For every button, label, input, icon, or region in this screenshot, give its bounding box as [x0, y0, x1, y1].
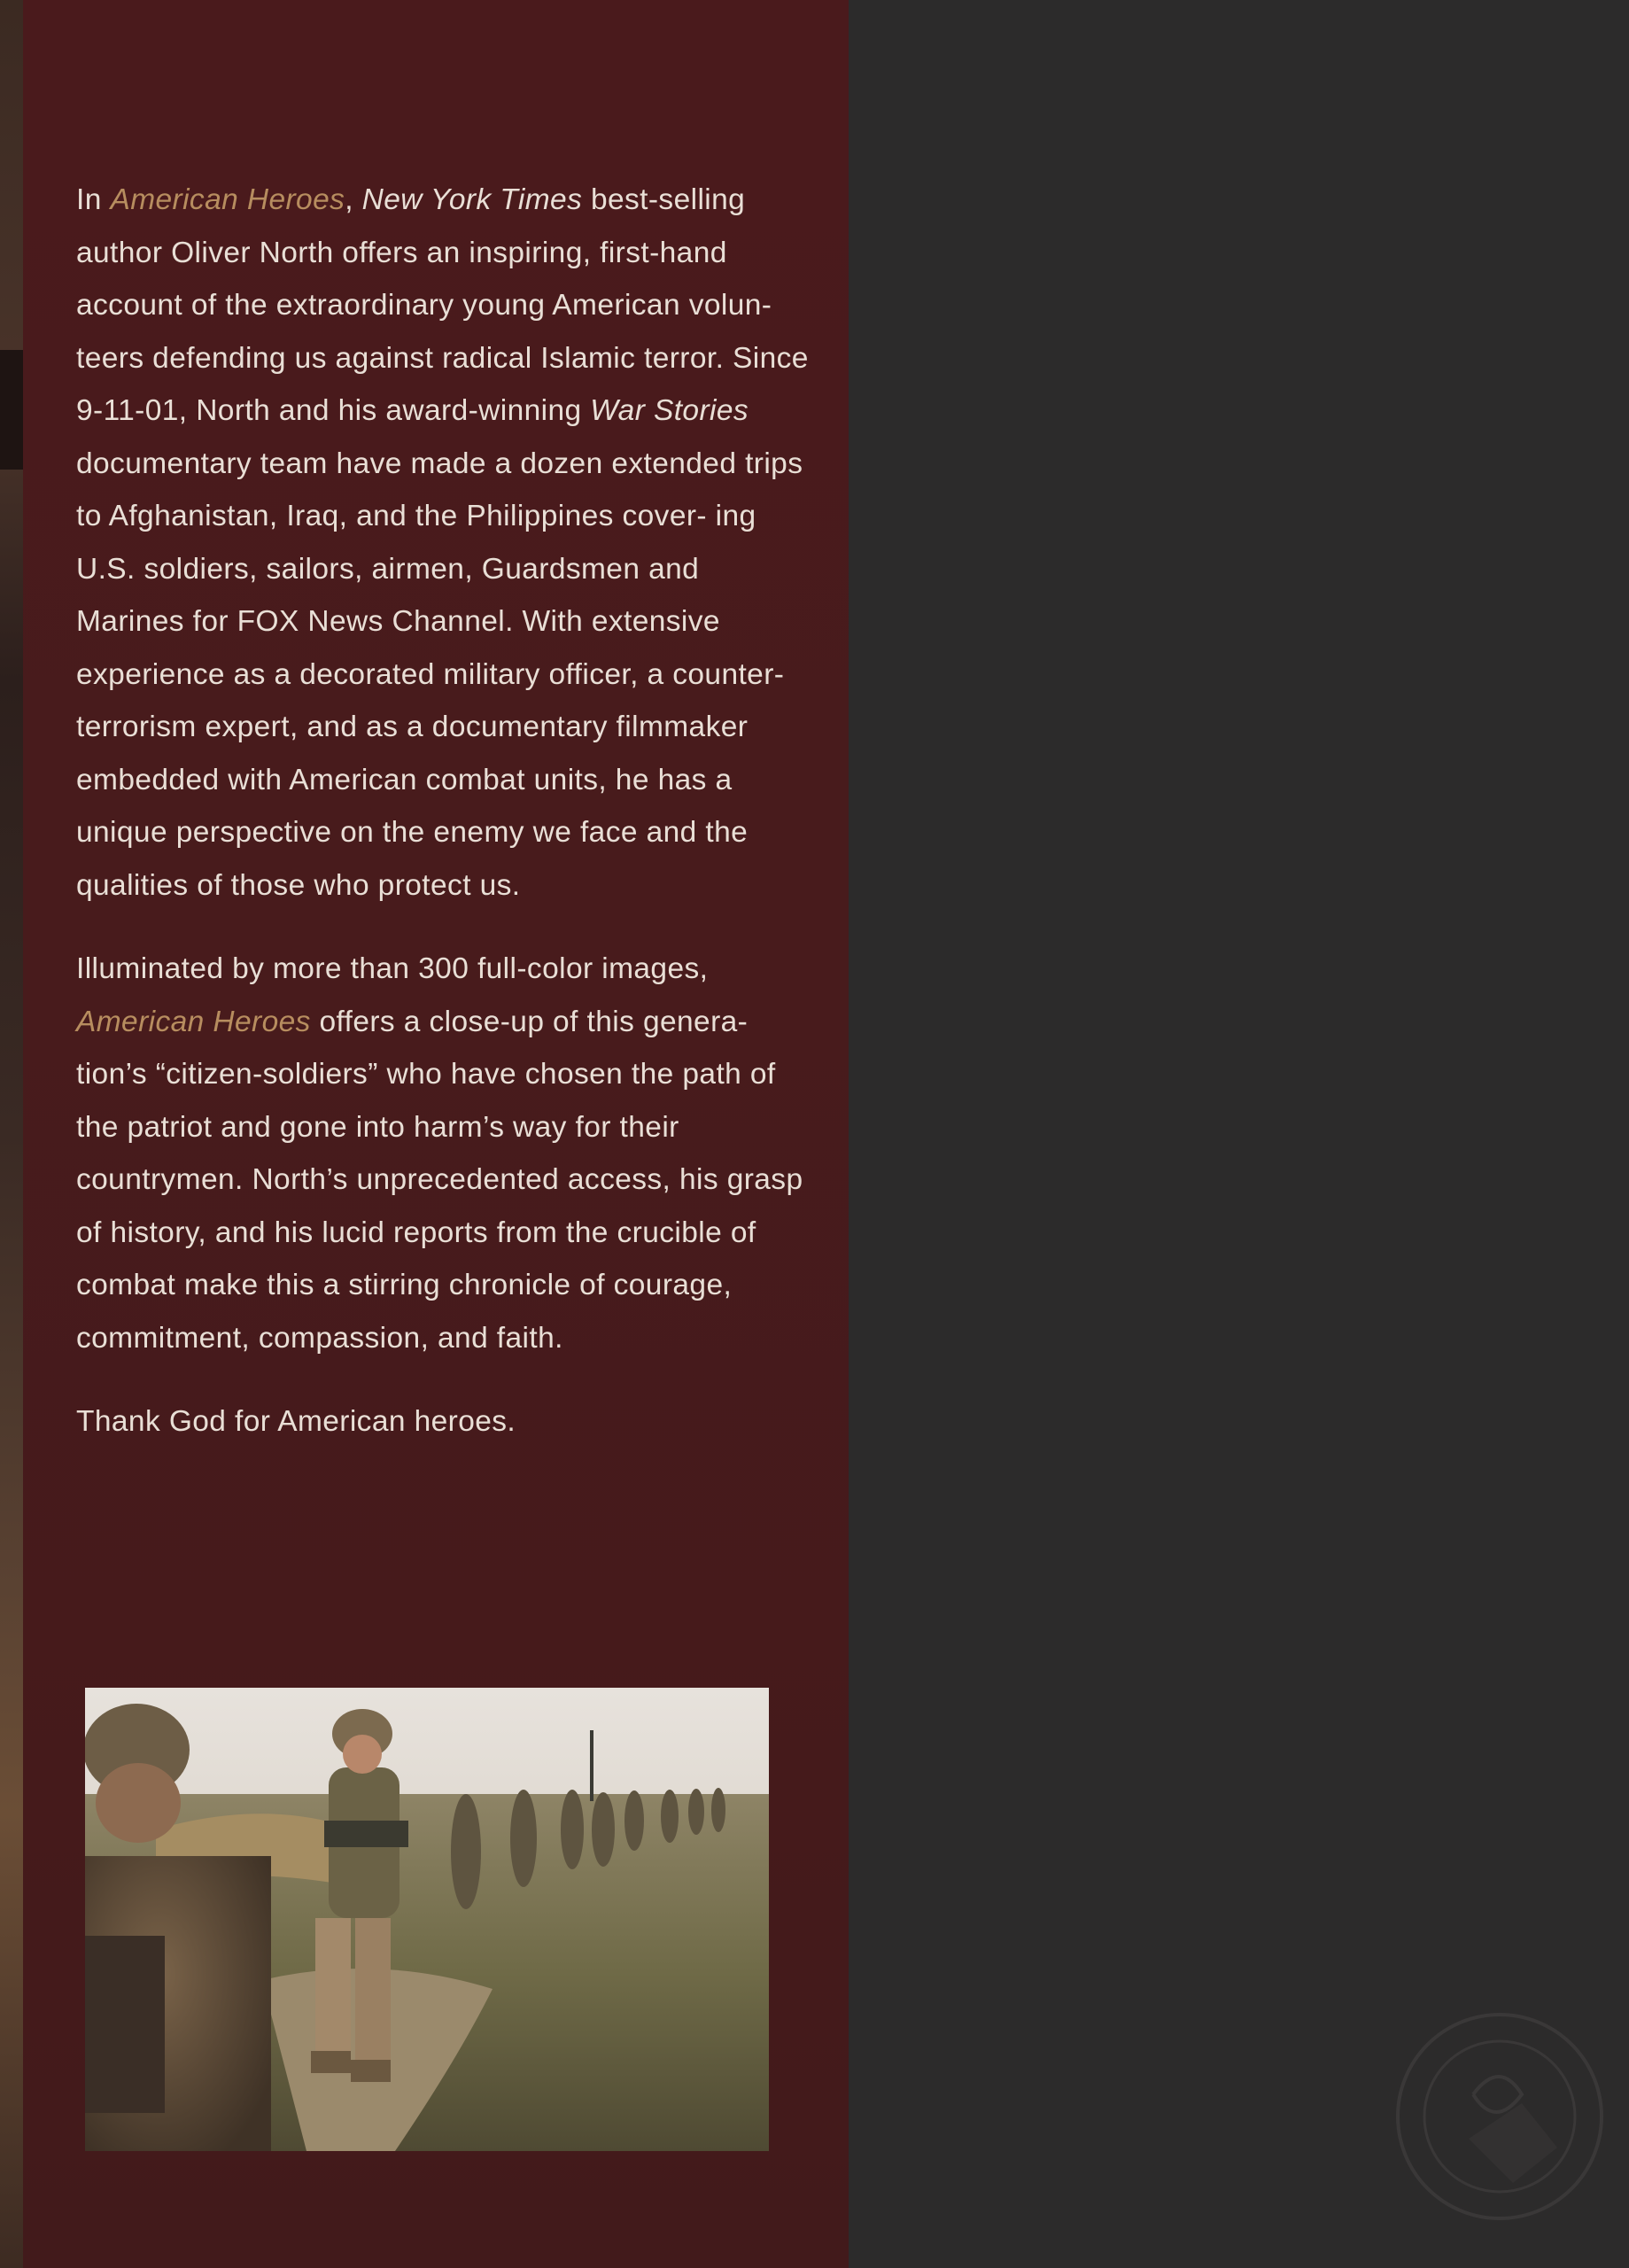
paragraph-1-body: best-selling author Oliver North offers an inspiring, first-hand account of the extraordinary young American volun- teers defending us against radical Islamic terror. Since 9-11-01, North and his award-winning [76, 183, 809, 427]
store-seal-stamp [1389, 2006, 1610, 2227]
closing-line: Thank God for American heroes. [76, 1405, 516, 1438]
paragraph-2-rest: offers a close-up of this genera- tion’s “citizen-soldiers” who have chosen the path of the patriot and gone into harm’s way for their countrymen. North’s unprecedented access, his grasp of history, and his lucid reports from the crucible of combat make this a stirring chronicle of courage, commitment, compassion, and faith. [76, 1005, 803, 1355]
back-panel [849, 0, 1629, 2268]
soldiers-patrol-photo [85, 1688, 769, 2151]
paragraph-2 [76, 943, 811, 1364]
spine-strip [0, 0, 25, 2268]
flap-copy [76, 174, 811, 1480]
paragraph-1 [76, 174, 811, 912]
text-in: In [76, 183, 111, 216]
text-comma: , [345, 183, 362, 216]
book-title-highlight-2: American Heroes [76, 1005, 311, 1038]
spine-mark [0, 350, 25, 470]
paragraph-2-start: Illuminated by more than 300 full-color images, [76, 952, 709, 985]
nyt-italic: New York Times [361, 183, 583, 216]
paragraph-1-end: documentary team have made a dozen extended trips to Afghanistan, Iraq, and the Philippines cover- ing U.S. soldiers, sailors, airmen, Guardsmen and Marines for FOX News Channel. With extensive experience as a decorated military officer, a counter- terrorism expert, and as a documentary filmmaker embedded with American combat units, he has a unique perspective on the enemy we face and the qualities of those who protect us. [76, 447, 803, 902]
war-stories-italic: War Stories [590, 394, 749, 427]
book-title-highlight: American Heroes [110, 183, 345, 216]
